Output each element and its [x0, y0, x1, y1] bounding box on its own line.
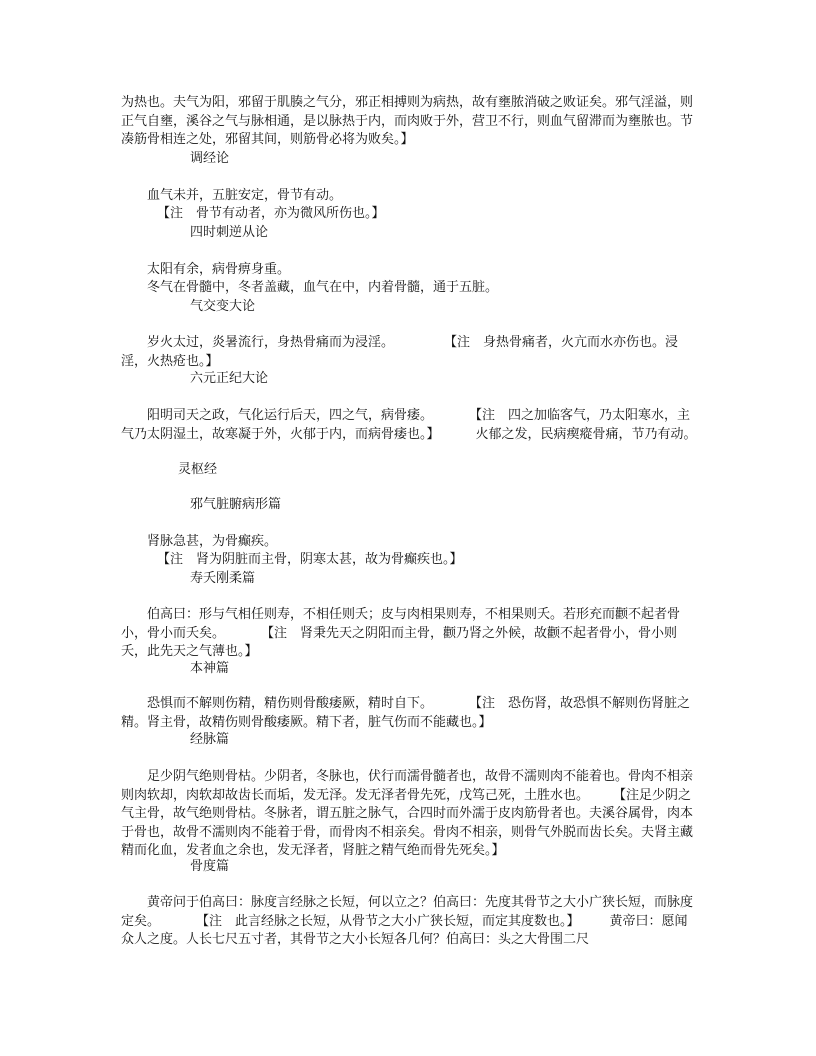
paragraph-sishi-1: 太阳有余，病骨痹身重。	[147, 262, 291, 277]
text-jingmai: 足少阴气绝则骨枯。少阴者，冬脉也，伏行而濡骨髓者也，故骨不濡则肉不能着也。骨肉不相亲则肉软却，肉软却故齿长而垢，发无泽。发无泽者骨先死，戊笃己死，土胜水也。	[121, 769, 694, 803]
paragraph-liuyuan	[121, 407, 699, 444]
annotation-qijiao: 【注 身热骨痛者，火亢而水亦伤也。浸淫，火热疮也。】	[121, 335, 679, 369]
section-heading-tiaojing: 调经论	[190, 151, 230, 166]
paragraph-continued: 为热也。夫气为阳，邪留于肌腠之气分，邪正相搏则为病热，故有壅脓消破之败证矣。邪气淫溢，则正气自壅，溪谷之气与脉相通，是以脉热于内，而肉败于外，营卫不行，则血气留滞而为壅脓也。节凑筋骨相连之处，邪留其间，则筋骨必将为败矣。】	[121, 95, 694, 148]
text-gudu: 黄帝问于伯高曰：脉度言经脉之长短，何以立之？伯高曰：先度其骨节之大小广狭长短，而脉度定矣。	[121, 895, 694, 929]
annotation-jingmai: 【注足少阴之气主骨，故气绝则骨枯。冬脉者，谓五脏之脉气，合四时而外濡于皮肉筋骨者也。夫溪谷属骨，肉本于骨也，故骨不濡则肉不能着于骨，而骨肉不相亲矣。骨肉不相亲，则骨气外脱而齿长矣。夫肾主藏精而化血，发者血之余也，发无泽者，肾脏之精气绝而骨先死矣。】	[121, 787, 694, 859]
section-heading-shouyao: 寿夭刚柔篇	[190, 571, 256, 586]
paragraph-sishi-2: 冬气在骨髓中，冬者盖藏，血气在中，内着骨髓，通于五脏。	[147, 280, 499, 295]
text-gudu-2: 黄帝曰：愿闻众人之度。人长七尺五寸者，其骨节之大小长短各几何？伯高曰：头之大骨围二尺	[121, 913, 688, 948]
section-heading-jingmai: 经脉篇	[190, 732, 230, 747]
paragraph-tiaojing: 血气未并，五脏安定，骨节有动。	[147, 188, 343, 203]
annotation-shouyao: 【注 肾秉先天之阴阳而主骨，颧乃肾之外候，故颧不起者骨小，骨小则夭，此先天之气薄也。】	[121, 625, 678, 660]
paragraph-qijiao	[121, 334, 699, 371]
paragraph-shouyao	[121, 606, 699, 662]
text-benshen: 恐惧而不解则伤精，精伤则骨酸痿厥，精时自下。	[147, 696, 434, 711]
section-heading-benshen: 本神篇	[190, 661, 230, 676]
text-liuyuan-2: 火郁之发，民病瘈瘲骨痛，节乃有动。	[475, 426, 697, 442]
text-qijiao: 岁火太过，炎暑流行，身热骨痛而为浸淫。	[147, 335, 395, 350]
paragraph-jingmai	[121, 768, 699, 861]
annotation-xieqi: 【注 肾为阴脏而主骨，阴寒太甚，故为骨癫疾也。】	[157, 552, 463, 567]
section-heading-liuyuan: 六元正纪大论	[190, 371, 269, 386]
annotation-tiaojing: 【注 骨节有动者，亦为微风所伤也。】	[157, 206, 385, 221]
text-shouyao: 伯高曰：形与气相任则寿，不相任则夭；皮与肉相果则寿，不相果则夭。若形充而颧不起者骨小，骨小而夭矣。	[121, 607, 681, 641]
paragraph-xieqi: 肾脉急甚，为骨癫疾。	[147, 534, 278, 549]
paragraph-benshen	[121, 695, 699, 732]
paragraph-gudu	[121, 894, 699, 950]
section-heading-sishi: 四时刺逆从论	[190, 225, 269, 240]
annotation-benshen: 【注 恐伤肾，故恐惧不解则伤肾脏之精。肾主骨，故精伤则骨酸痿厥。精下者，脏气伤而不能藏也。】	[121, 696, 691, 730]
section-heading-xieqi: 邪气脏腑病形篇	[190, 497, 282, 512]
section-heading-qijiao: 气交变大论	[190, 299, 256, 314]
text-liuyuan: 阳明司天之政，气化运行后天，四之气，病骨痿。	[147, 408, 434, 423]
annotation-gudu: 【注 此言经脉之长短，从骨节之大小广狭长短，而定其度数也。】	[196, 913, 580, 929]
section-heading-gudu: 骨度篇	[190, 859, 230, 874]
section-heading-lingshu: 灵枢经	[178, 462, 218, 477]
annotation-liuyuan: 【注 四之加临客气，乃太阳寒水，主气乃太阴湿土，故寒凝于外，火郁于内，而病骨痿也。】	[121, 408, 691, 442]
